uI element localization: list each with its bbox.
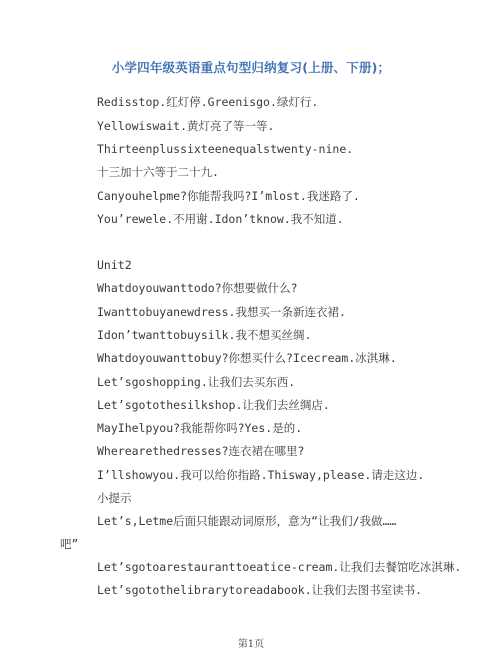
page-number: 第1页 [237, 639, 265, 650]
text-line: Let’sgotoarestauranttoeatice-cream.让我们去餐馆吃冰淇琳. [97, 560, 462, 574]
text-line: Canyouhelpme?你能帮我吗?I’mlost.我迷路了. [97, 189, 360, 203]
section-heading: Unit2 [97, 258, 132, 272]
text-line: Wherearethedresses?连衣裙在哪里? [97, 444, 305, 458]
document-title: 小学四年级英语重点句型归纳复习(上册、下册)； [111, 60, 391, 75]
text-line: 吧” [60, 537, 79, 551]
text-line: Idon’twanttobuysilk.我不想买丝绸. [97, 328, 312, 342]
text-line: Thirteenplussixteenequalstwenty-nine. [97, 142, 354, 156]
text-line: Whatdoyouwanttodo?你想要做什么? [97, 281, 298, 295]
text-line: MayIhelpyou?我能帮你吗?Yes.是的. [97, 421, 303, 435]
text-line: Let’sgoshopping.让我们去买东西. [97, 375, 296, 389]
text-line: Whatdoyouwanttobuy?你想买什么?Icecream.冰淇琳. [97, 351, 397, 365]
tip-heading: 小提示 [97, 491, 132, 505]
text-line: Redisstop.红灯停.Greenisgo.绿灯行. [97, 95, 319, 109]
text-line: Yellowiswait.黄灯亮了等一等. [97, 119, 275, 133]
text-line: Let’sgotothelibrarytoreadabook.让我们去图书室读书. [97, 583, 423, 597]
text-line: Iwanttobuyanewdress.我想买一条新连衣裙. [97, 305, 346, 319]
text-line: You’rewele.不用谢.Idon’tknow.我不知道. [97, 212, 344, 226]
text-line: Let’s,Letme后面只能跟动词原形，意为“让我们/我做…… [97, 514, 397, 528]
text-line: Let’sgotothesilkshop.让我们去丝绸店. [97, 398, 330, 412]
text-line: I’llshowyou.我可以给你指路.Thisway,please.请走这边. [97, 468, 425, 482]
text-line: 十三加十六等于二十九. [97, 165, 219, 179]
